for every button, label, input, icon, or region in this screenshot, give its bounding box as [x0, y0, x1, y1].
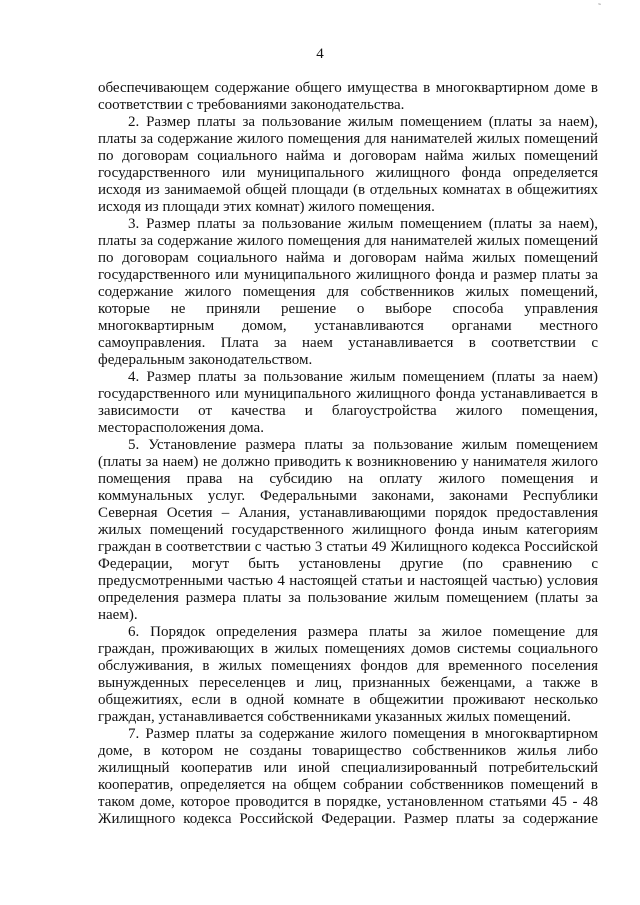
text-line: по договорам социального найма и договорам найма жилых помещений [98, 148, 598, 164]
text-line: исходя из занимаемой общей площади (в отдельных комнатах в общежитиях [98, 182, 598, 198]
text-line: таком доме, которое проводится в порядке, установленном статьями 45 - 48 [98, 794, 598, 810]
text-line: 5. Установление размера платы за пользование жилым помещением [128, 437, 598, 453]
text-line: содержание жилого помещения для собственников жилых помещений, [98, 284, 598, 300]
text-line: вынужденных переселенцев и лиц, признанных беженцами, а также в [98, 675, 598, 691]
text-line: общежитиях, если в одной комнате в общежитии проживают несколько [98, 692, 598, 708]
text-line: граждан в соответствии с частью 3 статьи 49 Жилищного кодекса Российской [98, 539, 598, 555]
text-line: 3. Размер платы за пользование жилым помещением (платы за наем), [128, 216, 598, 232]
text-line: жилищный кооператив или иной специализированный потребительский [98, 760, 598, 776]
paragraph [98, 726, 598, 828]
text-line: государственного или муниципального жилищного фонда определяется [98, 165, 598, 181]
text-line: Федерации, могут быть установлены другие (по сравнению с [98, 556, 598, 572]
text-line: определения размера платы за пользование жилым помещением (платы за [98, 590, 598, 606]
text-line: граждан, устанавливается собственниками указанных жилых помещений. [98, 709, 571, 725]
text-line: зависимости от качества и благоустройства жилого помещения, [98, 403, 598, 419]
paragraph [98, 624, 598, 726]
text-line: кооператив, определяется на общем собрании собственников помещений в [98, 777, 598, 793]
text-line: Северная Осетия – Алания, устанавливающими порядок предоставления [98, 505, 598, 521]
text-line: (платы за наем) не должно приводить к возникновению у нанимателя жилого [98, 454, 598, 470]
page-number: 4 [316, 46, 324, 62]
text-line: государственного или муниципального жилищного фонда и размер платы за [98, 267, 598, 283]
paragraph [98, 80, 598, 114]
paragraph [98, 437, 598, 624]
text-line: помещения права на субсидию на оплату жилого помещения и [98, 471, 598, 487]
text-line: государственного или муниципального жилищного фонда устанавливается в [98, 386, 598, 402]
text-line: 7. Размер платы за содержание жилого помещения в многоквартирном [128, 726, 598, 742]
text-line: 4. Размер платы за пользование жилым помещением (платы за наем) [128, 369, 598, 385]
text-line: 2. Размер платы за пользование жилым помещением (платы за наем), [128, 114, 598, 130]
text-line: Жилищного кодекса Российской Федерации. Размер платы за содержание [98, 811, 598, 827]
corner-mark: ˜ [598, 2, 601, 12]
paragraph [98, 216, 598, 369]
text-line: федеральным законодательством. [98, 352, 313, 368]
text-line: предусмотренными частью 4 настоящей статьи и настоящей частью) условия [98, 573, 598, 589]
text-line: 6. Порядок определения размера платы за жилое помещение для [128, 624, 598, 640]
text-line: месторасположения дома. [98, 420, 264, 436]
text-line: наем). [98, 607, 138, 623]
text-line: исходя из площади этих комнат) жилого помещения. [98, 199, 435, 215]
text-line: доме, в котором не созданы товарищество собственников жилья либо [98, 743, 598, 759]
text-line: платы за содержание жилого помещения для нанимателей жилых помещений [98, 131, 598, 147]
text-line: платы за содержание жилого помещения для нанимателей жилых помещений [98, 233, 598, 249]
text-line: обслуживания, в жилых помещениях фондов для временного поселения [98, 658, 598, 674]
text-line: обеспечивающем содержание общего имущества в многоквартирном доме в [98, 80, 598, 96]
document-body [98, 80, 598, 828]
text-line: соответствии с требованиями законодательства. [98, 97, 405, 113]
text-line: жилых помещений государственного жилищного фонда иным категориям [98, 522, 598, 538]
text-line: которые не приняли решение о выборе способа управления [98, 301, 598, 317]
paragraph [98, 369, 598, 437]
text-line: по договорам социального найма и договорам найма жилых помещений [98, 250, 598, 266]
text-line: граждан, проживающих в жилых помещениях домов системы социального [98, 641, 598, 657]
text-line: самоуправления. Плата за наем устанавливается в соответствии с [98, 335, 598, 351]
text-line: многоквартирным домом, устанавливаются органами местного [98, 318, 598, 334]
paragraph [98, 114, 598, 216]
text-line: коммунальных услуг. Федеральными законами, законами Республики [98, 488, 598, 504]
